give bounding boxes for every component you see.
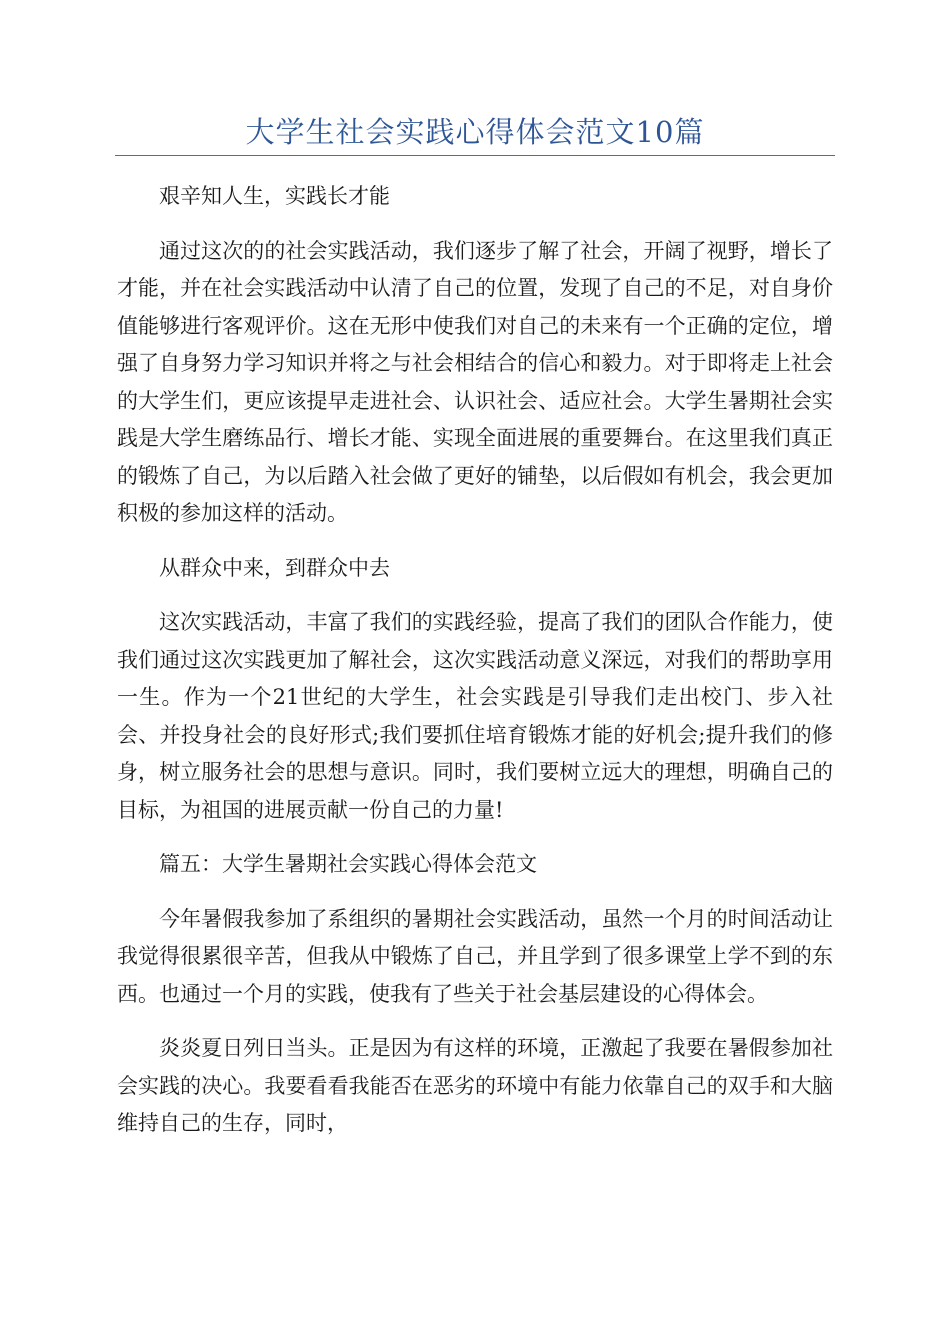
section-heading: 艰辛知人生，实践长才能 — [159, 184, 390, 208]
section-heading: 篇五：大学生暑期社会实践心得体会范文 — [159, 852, 537, 876]
body-paragraph: 这次实践活动，丰富了我们的实践经验，提高了我们的团队合作能力，使我们通过这次实践更加了解社会，这次实践活动意义深远，对我们的帮助享用一生。作为一个21世纪的大学生，社会实践是引导我们走出校门、步入社会、并投身社会的良好形式;我们要抓住培育锻炼才能的好机会;提升我们的修身，树立服务社会的思想与意识。同时，我们要树立远大的理想，明确自己的目标，为祖国的进展贡献一份自己的力量! — [117, 610, 833, 822]
section-heading: 从群众中来，到群众中去 — [159, 555, 390, 580]
title-underline — [115, 155, 835, 156]
body-paragraph: 通过这次的的社会实践活动，我们逐步了解了社会，开阔了视野，增长了才能，并在社会实践活动中认清了自己的位置，发现了自己的不足，对自身价值能够进行客观评价。这在无形中使我们对自己的未来有一个正确的定位，增强了自身努力学习知识并将之与社会相结合的信心和毅力。对于即将走上社会的大学生们，更应该提早走进社会、认识社会、适应社会。大学生暑期社会实践是大学生磨练品行、增长才能、实现全面进展的重要舞台。在这里我们真正的锻炼了自己，为以后踏入社会做了更好的铺垫，以后假如有机会，我会更加积极的参加这样的活动。 — [117, 238, 833, 525]
body-paragraph: 今年暑假我参加了系组织的暑期社会实践活动，虽然一个月的时间活动让我觉得很累很辛苦，但我从中锻炼了自己，并且学到了很多课堂上学不到的东西。也通过一个月的实践，使我有了些关于社会基层建设的心得体会。 — [117, 906, 833, 1006]
body-paragraph: 炎炎夏日列日当头。正是因为有这样的环境，正激起了我要在暑假参加社会实践的决心。我要看看我能否在恶劣的环境中有能力依靠自己的双手和大脑维持自己的生存，同时， — [117, 1036, 833, 1135]
document-body — [117, 178, 833, 1160]
document-title: 大学生社会实践心得体会范文10篇 — [245, 115, 705, 149]
